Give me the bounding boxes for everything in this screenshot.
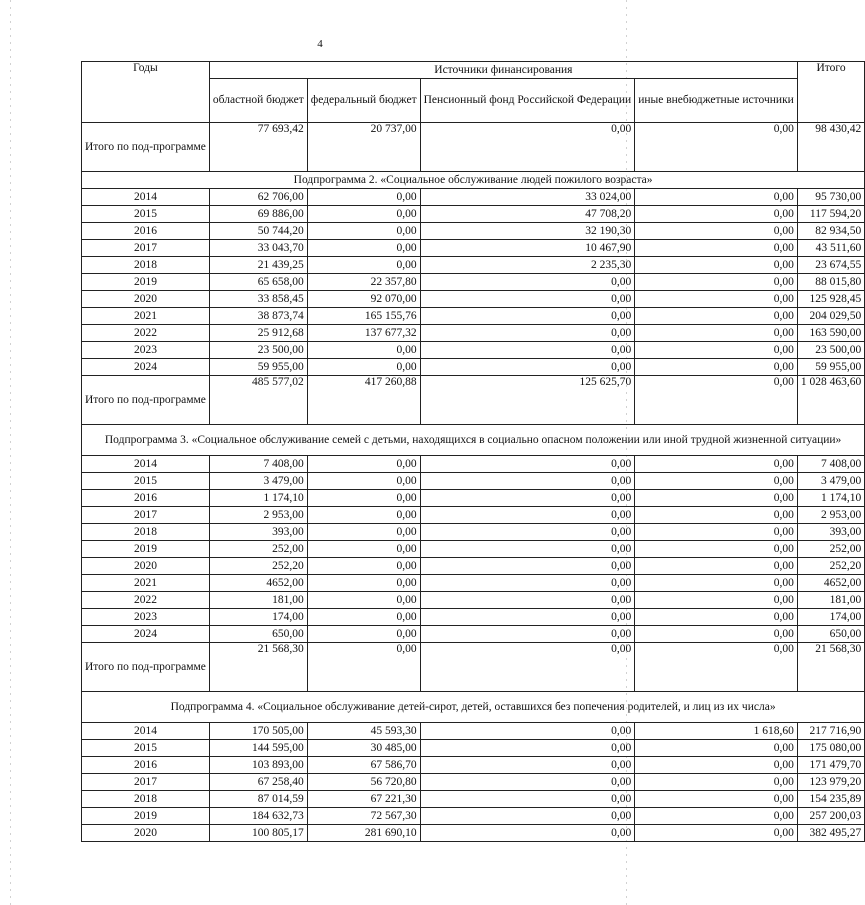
value-cell: 0,00 xyxy=(307,189,420,206)
value-cell: 0,00 xyxy=(635,490,798,507)
page-number: 4 xyxy=(317,38,323,50)
value-cell: 45 593,30 xyxy=(307,723,420,740)
total-cell: 21 568,30 xyxy=(797,643,864,692)
table-row xyxy=(82,291,865,308)
value-cell: 181,00 xyxy=(797,592,864,609)
table-row xyxy=(82,575,865,592)
value-cell: 2 953,00 xyxy=(797,507,864,524)
value-cell: 32 190,30 xyxy=(420,223,635,240)
value-cell: 0,00 xyxy=(635,223,798,240)
value-cell: 0,00 xyxy=(420,342,635,359)
sub2-title-row xyxy=(82,172,865,189)
total-cell: 21 568,30 xyxy=(209,643,307,692)
value-cell: 1 174,10 xyxy=(797,490,864,507)
table-row xyxy=(82,558,865,575)
scan-margin-left xyxy=(10,0,11,905)
value-cell: 21 439,25 xyxy=(209,257,307,274)
value-cell: 0,00 xyxy=(307,609,420,626)
total-cell: 0,00 xyxy=(635,123,798,172)
year-cell: 2020 xyxy=(82,825,210,842)
value-cell: 257 200,03 xyxy=(797,808,864,825)
value-cell: 0,00 xyxy=(420,473,635,490)
value-cell: 38 873,74 xyxy=(209,308,307,325)
subprogram-title: Подпрограмма 3. «Социальное обслуживание семей с детьми, находящихся в социально опасном положении или иной трудной жизненной ситуации» xyxy=(82,425,865,456)
value-cell: 650,00 xyxy=(797,626,864,643)
table-row xyxy=(82,473,865,490)
value-cell: 1 618,60 xyxy=(635,723,798,740)
value-cell: 154 235,89 xyxy=(797,791,864,808)
value-cell: 0,00 xyxy=(420,609,635,626)
value-cell: 0,00 xyxy=(635,240,798,257)
value-cell: 0,00 xyxy=(635,808,798,825)
table-row xyxy=(82,825,865,842)
value-cell: 393,00 xyxy=(797,524,864,541)
value-cell: 252,20 xyxy=(797,558,864,575)
value-cell: 43 511,60 xyxy=(797,240,864,257)
year-cell: 2020 xyxy=(82,291,210,308)
value-cell: 0,00 xyxy=(420,774,635,791)
total-cell: 125 625,70 xyxy=(420,376,635,425)
value-cell: 62 706,00 xyxy=(209,189,307,206)
value-cell: 0,00 xyxy=(307,541,420,558)
value-cell: 0,00 xyxy=(420,825,635,842)
year-cell: 2015 xyxy=(82,206,210,223)
sub1-total-row xyxy=(82,123,865,172)
value-cell: 100 805,17 xyxy=(209,825,307,842)
table-row xyxy=(82,723,865,740)
value-cell: 67 258,40 xyxy=(209,774,307,791)
total-label: Итого по под-программе xyxy=(82,123,210,172)
value-cell: 144 595,00 xyxy=(209,740,307,757)
value-cell: 170 505,00 xyxy=(209,723,307,740)
value-cell: 252,00 xyxy=(209,541,307,558)
value-cell: 0,00 xyxy=(307,558,420,575)
table-row xyxy=(82,626,865,643)
table-row xyxy=(82,592,865,609)
value-cell: 0,00 xyxy=(635,456,798,473)
value-cell: 0,00 xyxy=(420,757,635,774)
year-cell: 2015 xyxy=(82,740,210,757)
value-cell: 10 467,90 xyxy=(420,240,635,257)
value-cell: 0,00 xyxy=(635,189,798,206)
value-cell: 1 174,10 xyxy=(209,490,307,507)
year-cell: 2017 xyxy=(82,507,210,524)
table-row xyxy=(82,308,865,325)
value-cell: 0,00 xyxy=(420,274,635,291)
total-label: Итого по под-программе xyxy=(82,643,210,692)
header-other-sources: иные внебюджетные источники xyxy=(635,79,798,123)
table-row xyxy=(82,808,865,825)
value-cell: 0,00 xyxy=(420,359,635,376)
value-cell: 0,00 xyxy=(420,575,635,592)
year-cell: 2023 xyxy=(82,342,210,359)
total-cell: 0,00 xyxy=(635,376,798,425)
table-row xyxy=(82,274,865,291)
sub2-total-row xyxy=(82,376,865,425)
year-cell: 2016 xyxy=(82,223,210,240)
value-cell: 3 479,00 xyxy=(797,473,864,490)
value-cell: 0,00 xyxy=(635,291,798,308)
value-cell: 117 594,20 xyxy=(797,206,864,223)
value-cell: 2 953,00 xyxy=(209,507,307,524)
value-cell: 0,00 xyxy=(635,541,798,558)
value-cell: 33 858,45 xyxy=(209,291,307,308)
value-cell: 163 590,00 xyxy=(797,325,864,342)
total-cell: 0,00 xyxy=(307,643,420,692)
value-cell: 137 677,32 xyxy=(307,325,420,342)
value-cell: 0,00 xyxy=(635,524,798,541)
value-cell: 0,00 xyxy=(635,558,798,575)
value-cell: 0,00 xyxy=(635,325,798,342)
year-cell: 2018 xyxy=(82,524,210,541)
value-cell: 123 979,20 xyxy=(797,774,864,791)
sub3-total-row xyxy=(82,643,865,692)
total-cell: 1 028 463,60 xyxy=(797,376,864,425)
value-cell: 0,00 xyxy=(420,626,635,643)
value-cell: 0,00 xyxy=(635,342,798,359)
value-cell: 0,00 xyxy=(307,206,420,223)
value-cell: 87 014,59 xyxy=(209,791,307,808)
header-pension-fund: Пенсионный фонд Российской Федерации xyxy=(420,79,635,123)
value-cell: 0,00 xyxy=(307,456,420,473)
table-row xyxy=(82,757,865,774)
total-cell: 417 260,88 xyxy=(307,376,420,425)
year-cell: 2015 xyxy=(82,473,210,490)
value-cell: 281 690,10 xyxy=(307,825,420,842)
value-cell: 382 495,27 xyxy=(797,825,864,842)
value-cell: 82 934,50 xyxy=(797,223,864,240)
value-cell: 165 155,76 xyxy=(307,308,420,325)
value-cell: 4652,00 xyxy=(209,575,307,592)
value-cell: 30 485,00 xyxy=(307,740,420,757)
subprogram-title: Подпрограмма 4. «Социальное обслуживание детей-сирот, детей, оставшихся без попечения родителей, и лиц из их числа» xyxy=(82,692,865,723)
value-cell: 4652,00 xyxy=(797,575,864,592)
value-cell: 0,00 xyxy=(635,609,798,626)
financing-table xyxy=(81,61,865,842)
value-cell: 0,00 xyxy=(420,723,635,740)
year-cell: 2019 xyxy=(82,808,210,825)
total-cell: 77 693,42 xyxy=(209,123,307,172)
table-row xyxy=(82,325,865,342)
table-row xyxy=(82,189,865,206)
year-cell: 2024 xyxy=(82,626,210,643)
value-cell: 0,00 xyxy=(420,558,635,575)
value-cell: 0,00 xyxy=(635,359,798,376)
table-row xyxy=(82,740,865,757)
value-cell: 0,00 xyxy=(635,206,798,223)
year-cell: 2019 xyxy=(82,274,210,291)
year-cell: 2022 xyxy=(82,325,210,342)
value-cell: 72 567,30 xyxy=(307,808,420,825)
value-cell: 23 674,55 xyxy=(797,257,864,274)
value-cell: 0,00 xyxy=(420,808,635,825)
table-row xyxy=(82,490,865,507)
total-cell: 485 577,02 xyxy=(209,376,307,425)
value-cell: 67 221,30 xyxy=(307,791,420,808)
value-cell: 0,00 xyxy=(420,592,635,609)
value-cell: 0,00 xyxy=(635,274,798,291)
value-cell: 0,00 xyxy=(635,774,798,791)
value-cell: 0,00 xyxy=(307,359,420,376)
sub4-title-row xyxy=(82,692,865,723)
header-years: Годы xyxy=(82,62,210,123)
value-cell: 0,00 xyxy=(307,592,420,609)
value-cell: 59 955,00 xyxy=(797,359,864,376)
value-cell: 2 235,30 xyxy=(420,257,635,274)
value-cell: 0,00 xyxy=(420,291,635,308)
year-cell: 2019 xyxy=(82,541,210,558)
value-cell: 0,00 xyxy=(420,490,635,507)
value-cell: 67 586,70 xyxy=(307,757,420,774)
total-cell: 98 430,42 xyxy=(797,123,864,172)
table-row xyxy=(82,342,865,359)
value-cell: 0,00 xyxy=(635,626,798,643)
table-row xyxy=(82,456,865,473)
value-cell: 33 024,00 xyxy=(420,189,635,206)
value-cell: 0,00 xyxy=(635,257,798,274)
value-cell: 0,00 xyxy=(420,541,635,558)
value-cell: 69 886,00 xyxy=(209,206,307,223)
subprogram-title: Подпрограмма 2. «Социальное обслуживание людей пожилого возраста» xyxy=(82,172,865,189)
value-cell: 174,00 xyxy=(797,609,864,626)
table-row xyxy=(82,206,865,223)
year-cell: 2017 xyxy=(82,774,210,791)
year-cell: 2016 xyxy=(82,757,210,774)
value-cell: 0,00 xyxy=(635,473,798,490)
value-cell: 204 029,50 xyxy=(797,308,864,325)
value-cell: 252,20 xyxy=(209,558,307,575)
total-cell: 0,00 xyxy=(420,643,635,692)
value-cell: 3 479,00 xyxy=(209,473,307,490)
table-row xyxy=(82,240,865,257)
header-federal-budget: федеральный бюджет xyxy=(307,79,420,123)
value-cell: 217 716,90 xyxy=(797,723,864,740)
value-cell: 174,00 xyxy=(209,609,307,626)
value-cell: 0,00 xyxy=(635,575,798,592)
year-cell: 2016 xyxy=(82,490,210,507)
value-cell: 65 658,00 xyxy=(209,274,307,291)
year-cell: 2014 xyxy=(82,456,210,473)
value-cell: 103 893,00 xyxy=(209,757,307,774)
value-cell: 0,00 xyxy=(307,524,420,541)
value-cell: 0,00 xyxy=(635,791,798,808)
value-cell: 0,00 xyxy=(420,507,635,524)
value-cell: 7 408,00 xyxy=(797,456,864,473)
total-cell: 0,00 xyxy=(420,123,635,172)
table-row xyxy=(82,541,865,558)
year-cell: 2018 xyxy=(82,791,210,808)
table-row xyxy=(82,223,865,240)
table-row xyxy=(82,609,865,626)
value-cell: 23 500,00 xyxy=(209,342,307,359)
value-cell: 181,00 xyxy=(209,592,307,609)
header-sources: Источники финансирования xyxy=(209,62,797,79)
year-cell: 2021 xyxy=(82,575,210,592)
value-cell: 0,00 xyxy=(635,507,798,524)
year-cell: 2022 xyxy=(82,592,210,609)
year-cell: 2021 xyxy=(82,308,210,325)
value-cell: 0,00 xyxy=(307,342,420,359)
value-cell: 0,00 xyxy=(635,825,798,842)
value-cell: 0,00 xyxy=(420,308,635,325)
value-cell: 56 720,80 xyxy=(307,774,420,791)
table-row xyxy=(82,257,865,274)
value-cell: 47 708,20 xyxy=(420,206,635,223)
table-row xyxy=(82,507,865,524)
value-cell: 92 070,00 xyxy=(307,291,420,308)
value-cell: 0,00 xyxy=(420,325,635,342)
value-cell: 184 632,73 xyxy=(209,808,307,825)
value-cell: 0,00 xyxy=(420,740,635,757)
value-cell: 0,00 xyxy=(307,626,420,643)
value-cell: 59 955,00 xyxy=(209,359,307,376)
sub3-title-row xyxy=(82,425,865,456)
value-cell: 33 043,70 xyxy=(209,240,307,257)
table-body xyxy=(82,123,865,842)
year-cell: 2018 xyxy=(82,257,210,274)
value-cell: 650,00 xyxy=(209,626,307,643)
value-cell: 0,00 xyxy=(307,490,420,507)
value-cell: 0,00 xyxy=(307,507,420,524)
total-cell: 0,00 xyxy=(635,643,798,692)
value-cell: 0,00 xyxy=(420,524,635,541)
value-cell: 0,00 xyxy=(307,223,420,240)
value-cell: 125 928,45 xyxy=(797,291,864,308)
total-label: Итого по под-программе xyxy=(82,376,210,425)
year-cell: 2014 xyxy=(82,723,210,740)
value-cell: 0,00 xyxy=(635,592,798,609)
value-cell: 0,00 xyxy=(307,257,420,274)
value-cell: 23 500,00 xyxy=(797,342,864,359)
table-row xyxy=(82,791,865,808)
year-cell: 2014 xyxy=(82,189,210,206)
table-header xyxy=(82,62,865,123)
value-cell: 50 744,20 xyxy=(209,223,307,240)
value-cell: 0,00 xyxy=(307,240,420,257)
header-regional-budget: областной бюджет xyxy=(209,79,307,123)
value-cell: 0,00 xyxy=(420,791,635,808)
year-cell: 2024 xyxy=(82,359,210,376)
value-cell: 22 357,80 xyxy=(307,274,420,291)
value-cell: 393,00 xyxy=(209,524,307,541)
value-cell: 95 730,00 xyxy=(797,189,864,206)
value-cell: 171 479,70 xyxy=(797,757,864,774)
value-cell: 25 912,68 xyxy=(209,325,307,342)
value-cell: 0,00 xyxy=(635,757,798,774)
year-cell: 2020 xyxy=(82,558,210,575)
table-row xyxy=(82,524,865,541)
total-cell: 20 737,00 xyxy=(307,123,420,172)
value-cell: 0,00 xyxy=(307,473,420,490)
year-cell: 2023 xyxy=(82,609,210,626)
value-cell: 175 080,00 xyxy=(797,740,864,757)
value-cell: 0,00 xyxy=(307,575,420,592)
value-cell: 88 015,80 xyxy=(797,274,864,291)
value-cell: 0,00 xyxy=(635,308,798,325)
value-cell: 7 408,00 xyxy=(209,456,307,473)
value-cell: 0,00 xyxy=(420,456,635,473)
table-row xyxy=(82,774,865,791)
table-row xyxy=(82,359,865,376)
value-cell: 0,00 xyxy=(635,740,798,757)
header-total: Итого xyxy=(797,62,864,123)
year-cell: 2017 xyxy=(82,240,210,257)
value-cell: 252,00 xyxy=(797,541,864,558)
